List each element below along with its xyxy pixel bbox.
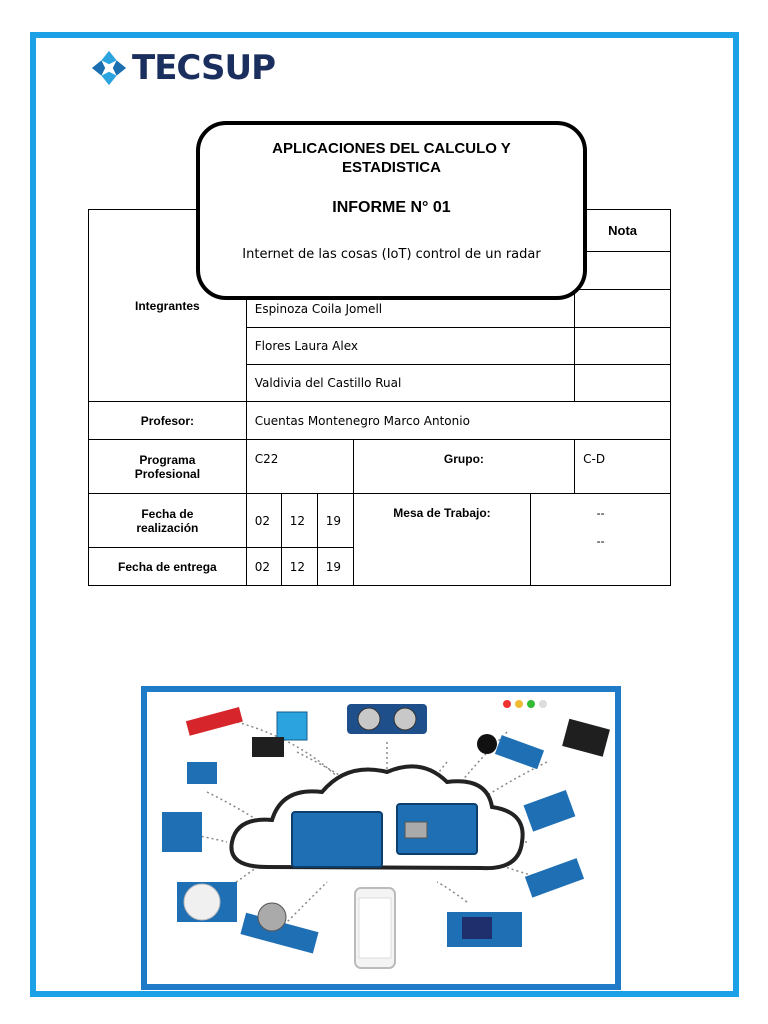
nota-cell <box>575 328 671 365</box>
logo-text: TECSUP <box>132 48 276 88</box>
profesor-value: Cuentas Montenegro Marco Antonio <box>246 402 670 440</box>
nota-header: Nota <box>575 210 671 252</box>
title-box <box>196 121 587 300</box>
fecha-entrega-month: 12 <box>281 548 317 586</box>
module-sensor <box>252 737 284 757</box>
nota-cell <box>575 252 671 290</box>
mesa-value: -- <box>596 506 605 520</box>
iot-diagram <box>147 692 615 984</box>
fecha-realizacion-day: 02 <box>246 494 281 548</box>
programa-value: C22 <box>246 440 353 494</box>
profesor-label: Profesor: <box>89 402 247 440</box>
arduino-board <box>292 812 382 867</box>
nota-cell <box>575 365 671 402</box>
fecha-entrega-label: Fecha de entrega <box>89 548 247 586</box>
iot-illustration <box>141 686 621 990</box>
integrantes-label: Integrantes <box>89 210 247 402</box>
fecha-realizacion-year: 19 <box>317 494 353 548</box>
mesa-values <box>531 494 671 586</box>
grupo-label: Grupo: <box>353 440 574 494</box>
member-row: Flores Laura Alex <box>246 328 574 365</box>
report-number: INFORME N° 01 <box>332 199 451 216</box>
course-title: APLICACIONES DEL CALCULO Y ESTADISTICA <box>272 140 511 176</box>
grupo-value: C-D <box>575 440 671 494</box>
tecsup-logo-icon <box>90 49 128 87</box>
fecha-realizacion-label: Fecha de realización <box>89 494 247 548</box>
fecha-entrega-year: 19 <box>317 548 353 586</box>
nota-cell <box>575 290 671 328</box>
dht-sensor <box>277 712 307 740</box>
tecsup-logo <box>90 48 275 88</box>
mesa-value: -- <box>596 534 605 548</box>
member-row: Valdivia del Castillo Rual <box>246 365 574 402</box>
member-row: Espinoza Coila Jomell <box>246 290 574 328</box>
report-topic: Internet de las cosas (IoT) control de un radar <box>242 247 541 262</box>
programa-label: Programa Profesional <box>89 440 247 494</box>
mesa-label: Mesa de Trabajo: <box>353 494 531 586</box>
fecha-realizacion-month: 12 <box>281 494 317 548</box>
level-converter <box>162 812 202 852</box>
servo-motor <box>187 762 217 784</box>
fecha-entrega-day: 02 <box>246 548 281 586</box>
